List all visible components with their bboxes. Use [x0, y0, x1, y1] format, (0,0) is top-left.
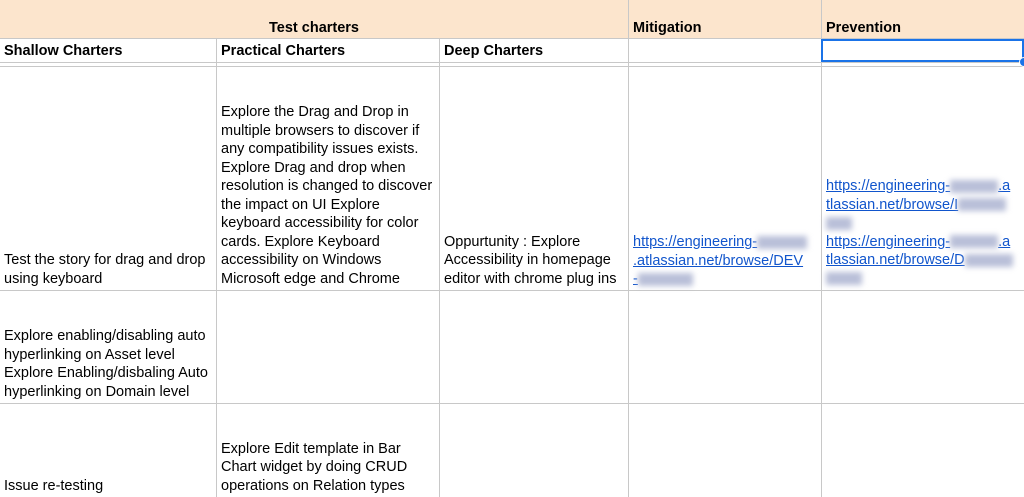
row1-prevention-cell[interactable] [822, 67, 1024, 307]
prevention-link1-part2[interactable]: .a [998, 178, 1011, 194]
row3-practical-cell[interactable] [217, 404, 439, 497]
row1-practical-text: Explore the Drag and Drop in multiple browsers to discover if any compatibility issues exists. Explore Drag and drop when resolution is changed to discover the impact on UI Explore keyboard accessibility for color cards. Explore Keyboard accessibility on Windows Microsoft edge and Chrome [221, 104, 433, 287]
row1-practical-cell[interactable] [217, 67, 439, 290]
subheader-deep[interactable]: Deep Charters [444, 43, 544, 59]
row3-deep-cell[interactable] [440, 404, 628, 497]
mitigation-link-part1[interactable]: https://engineering- [633, 234, 758, 250]
subheader-mitigation-empty[interactable] [629, 39, 821, 62]
redacted-blur [757, 236, 807, 249]
redacted-blur [958, 198, 1006, 211]
header-test-charters[interactable]: Test charters [269, 20, 359, 36]
prevention-link2-part2[interactable]: .a [998, 233, 1011, 250]
subheader-shallow[interactable]: Shallow Charters [4, 43, 123, 59]
row3-shallow-text: Issue re-testing [4, 477, 104, 494]
row1-mitigation-cell[interactable] [629, 67, 821, 307]
mitigation-link-part2[interactable]: .atlassian.net/browse/DEV [633, 252, 804, 269]
redacted-blur [950, 180, 998, 193]
row-divider [0, 62, 1024, 63]
row2-practical-cell[interactable] [217, 291, 439, 403]
prevention-links[interactable] [826, 177, 1022, 288]
header-prevention[interactable]: Prevention [826, 20, 901, 36]
redacted-blur [950, 235, 998, 248]
prevention-link1-part1[interactable]: https://engineering- [826, 178, 951, 194]
mitigation-link-part3[interactable]: - [633, 271, 638, 287]
row3-practical-text: Explore Edit template in Bar Chart widget by doing CRUD operations on Relation types [221, 440, 408, 494]
prevention-link2-part1[interactable]: https://engineering- [826, 233, 951, 250]
redacted-blur [826, 217, 852, 230]
row2-deep-cell[interactable] [440, 291, 628, 403]
subheader-practical[interactable]: Practical Charters [221, 43, 346, 59]
redacted-blur [965, 254, 1013, 267]
row1-deep-cell[interactable] [440, 67, 628, 290]
redacted-blur [638, 273, 693, 286]
row1-deep-text: Oppurtunity : Explore Accessibility in homepage editor with chrome plug ins [444, 233, 617, 287]
row2-shallow-cell[interactable] [0, 291, 216, 403]
row2-shallow-text: Explore enabling/disabling auto hyperlinking on Asset level Explore Enabling/disbaling Auto hyperlinking on Domain level [4, 328, 208, 400]
fill-handle[interactable] [1019, 57, 1024, 67]
mitigation-link[interactable] [633, 233, 819, 289]
header-mitigation[interactable]: Mitigation [633, 20, 702, 36]
row1-shallow-text: Test the story for drag and drop using keyboard [4, 252, 206, 287]
prevention-link2-part3[interactable]: tlassian.net/browse/D [826, 252, 965, 268]
row1-shallow-cell[interactable] [0, 67, 216, 290]
redacted-blur [826, 272, 862, 285]
row3-shallow-cell[interactable] [0, 404, 216, 497]
prevention-link1-part3[interactable]: tlassian.net/browse/I [826, 196, 959, 213]
selected-cell[interactable] [821, 39, 1024, 62]
